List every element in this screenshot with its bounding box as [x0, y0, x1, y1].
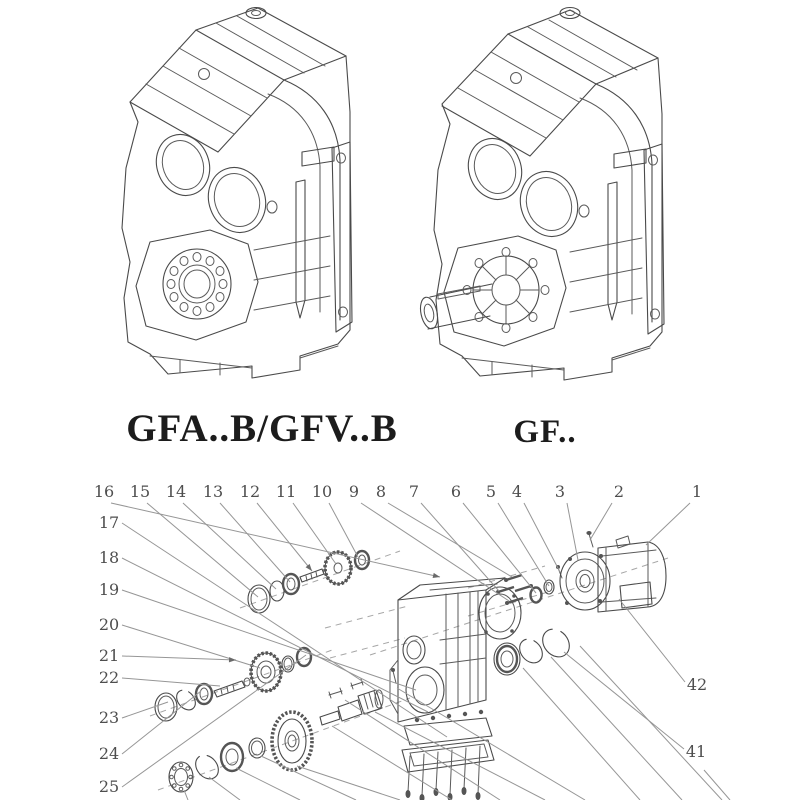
callout-4	[512, 482, 560, 572]
callout-42	[619, 599, 707, 694]
svg-text:10: 10	[311, 482, 333, 501]
svg-text:20: 20	[98, 615, 120, 634]
gearbox-isometric-hollow-shaft	[122, 8, 352, 379]
svg-text:12: 12	[239, 482, 261, 501]
callout-2	[590, 482, 624, 540]
callout-23	[99, 702, 168, 727]
key	[329, 688, 342, 698]
svg-text:11: 11	[275, 482, 297, 501]
svg-text:13: 13	[202, 482, 224, 501]
svg-text:6: 6	[450, 482, 462, 501]
ball-cage	[170, 763, 193, 791]
arch-outer	[596, 84, 652, 322]
svg-text:2: 2	[613, 482, 625, 501]
svg-text:3: 3	[554, 482, 566, 501]
input-shaft-assembly	[248, 551, 369, 613]
svg-text:25: 25	[98, 777, 120, 796]
svg-text:41: 41	[685, 742, 707, 761]
svg-text:21: 21	[98, 646, 120, 665]
terminal-box	[620, 582, 652, 608]
model-label-gfab-gfvb: GFA..B/GFV..B	[126, 407, 398, 450]
callout-41	[564, 652, 706, 761]
svg-text:7: 7	[408, 482, 420, 501]
output-flange	[444, 236, 566, 346]
gasket-and-pan	[402, 710, 494, 800]
base-feet	[150, 346, 338, 375]
callout-18	[99, 548, 428, 712]
callout-15	[129, 482, 261, 597]
svg-text:42: 42	[686, 675, 708, 694]
assembly-axes	[150, 551, 668, 790]
svg-text:15: 15	[129, 482, 151, 501]
output-shaft	[418, 284, 492, 330]
callout-1	[646, 482, 702, 545]
callout-22	[99, 668, 220, 687]
callout-21	[99, 646, 236, 665]
svg-text:17: 17	[98, 513, 120, 532]
callout-3	[555, 482, 578, 560]
arch-outer	[284, 80, 340, 320]
flange-spokes	[473, 256, 539, 324]
cover-and-rings	[479, 587, 575, 675]
pan-bolts	[406, 746, 481, 800]
bolt-hole	[199, 69, 210, 80]
pointed-rib	[608, 182, 617, 320]
svg-text:23: 23	[98, 708, 120, 727]
model-label-gf: GF..	[513, 414, 577, 450]
svg-text:4: 4	[511, 482, 523, 501]
base-feet	[462, 348, 650, 377]
svg-text:5: 5	[485, 482, 497, 501]
bolt	[393, 671, 396, 683]
output-bearing-boss	[136, 230, 258, 340]
cutoff-leader-lines	[184, 646, 730, 800]
svg-text:22: 22	[98, 668, 120, 687]
input-bores	[460, 131, 589, 245]
gearbox-isometric-solid-shaft	[418, 8, 664, 381]
svg-text:24: 24	[98, 744, 120, 763]
callout-layer	[94, 482, 707, 796]
svg-text:1: 1	[691, 482, 703, 501]
svg-text:8: 8	[375, 482, 387, 501]
bolt-hole	[511, 73, 522, 84]
exploded-view	[94, 482, 730, 800]
output-gear	[272, 712, 312, 770]
svg-text:19: 19	[98, 580, 120, 599]
arch-inner	[580, 98, 632, 314]
callout-17	[99, 513, 447, 737]
svg-text:14: 14	[165, 482, 187, 501]
callout-24	[99, 691, 201, 763]
gear-housing	[390, 578, 505, 722]
svg-text:16: 16	[93, 482, 115, 501]
svg-text:9: 9	[348, 482, 360, 501]
input-bores	[148, 127, 277, 241]
svg-text:18: 18	[98, 548, 120, 567]
bearing-rollers	[167, 253, 227, 316]
pointed-rib	[296, 180, 305, 318]
